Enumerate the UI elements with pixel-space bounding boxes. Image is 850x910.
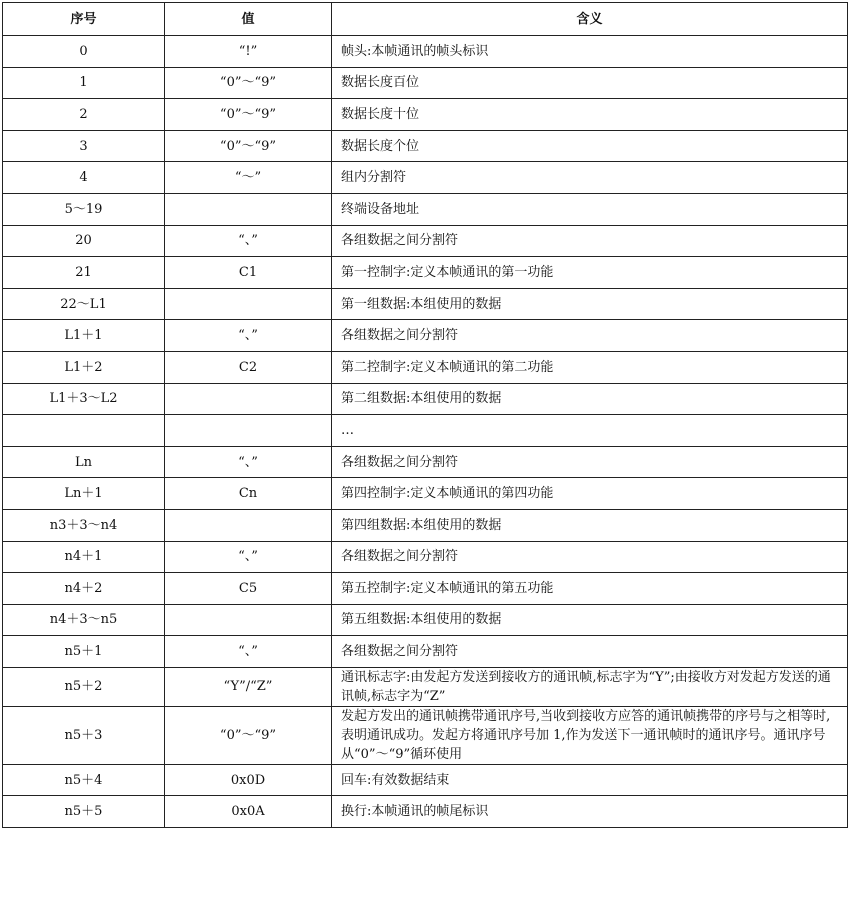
- table-row: [3, 99, 848, 131]
- cell-value: “Y”/“Z”: [165, 667, 332, 706]
- table-row: [3, 415, 848, 447]
- table-row: [3, 257, 848, 289]
- cell-meaning: 各组数据之间分割符: [332, 541, 848, 573]
- cell-index: 3: [3, 130, 165, 162]
- cell-meaning: 数据长度十位: [332, 99, 848, 131]
- cell-value: C2: [165, 351, 332, 383]
- cell-index: 21: [3, 257, 165, 289]
- table-row: [3, 796, 848, 828]
- cell-value: [165, 288, 332, 320]
- cell-value: C5: [165, 573, 332, 605]
- protocol-table-container: [2, 2, 847, 828]
- cell-index: 1: [3, 67, 165, 99]
- table-row: [3, 604, 848, 636]
- cell-index: n3＋3～n4: [3, 509, 165, 541]
- table-row: [3, 193, 848, 225]
- header-meaning: 含义: [332, 3, 848, 36]
- table-row: [3, 67, 848, 99]
- cell-index: n5＋2: [3, 667, 165, 706]
- cell-meaning: 第四控制字:定义本帧通讯的第四功能: [332, 478, 848, 510]
- cell-meaning: 各组数据之间分割符: [332, 320, 848, 352]
- cell-index: L1＋3～L2: [3, 383, 165, 415]
- cell-value: 0x0A: [165, 796, 332, 828]
- header-index: 序号: [3, 3, 165, 36]
- cell-index: 20: [3, 225, 165, 257]
- cell-meaning: 第五控制字:定义本帧通讯的第五功能: [332, 573, 848, 605]
- cell-value: “、”: [165, 446, 332, 478]
- cell-value: “0”～“9”: [165, 130, 332, 162]
- cell-value: “～”: [165, 162, 332, 194]
- cell-meaning: 组内分割符: [332, 162, 848, 194]
- cell-index: 22～L1: [3, 288, 165, 320]
- table-row: [3, 764, 848, 796]
- table-row: [3, 573, 848, 605]
- table-row: [3, 162, 848, 194]
- cell-meaning: 第二组数据:本组使用的数据: [332, 383, 848, 415]
- table-row: [3, 383, 848, 415]
- cell-index: n4＋3～n5: [3, 604, 165, 636]
- cell-meaning: 数据长度百位: [332, 67, 848, 99]
- cell-value: “0”～“9”: [165, 706, 332, 764]
- cell-index: [3, 415, 165, 447]
- table-row: [3, 509, 848, 541]
- cell-meaning: 发起方发出的通讯帧携带通讯序号,当收到接收方应答的通讯帧携带的序号与之相等时,表明通讯成功。发起方将通讯序号加 1,作为发送下一通讯帧时的通讯序号。通讯序号从“0”～“9”循环使用: [332, 706, 848, 764]
- cell-value: “0”～“9”: [165, 99, 332, 131]
- cell-meaning: 各组数据之间分割符: [332, 636, 848, 668]
- table-row: [3, 446, 848, 478]
- cell-meaning: 第一控制字:定义本帧通讯的第一功能: [332, 257, 848, 289]
- cell-index: n5＋3: [3, 706, 165, 764]
- cell-meaning: 第四组数据:本组使用的数据: [332, 509, 848, 541]
- cell-index: 0: [3, 36, 165, 68]
- cell-value: “0”～“9”: [165, 67, 332, 99]
- cell-index: Ln＋1: [3, 478, 165, 510]
- cell-index: L1＋2: [3, 351, 165, 383]
- cell-value: “、”: [165, 225, 332, 257]
- table-row: [3, 636, 848, 668]
- table-row: [3, 130, 848, 162]
- cell-value: [165, 415, 332, 447]
- table-row: [3, 351, 848, 383]
- cell-index: Ln: [3, 446, 165, 478]
- table-row: [3, 320, 848, 352]
- cell-value: [165, 604, 332, 636]
- cell-meaning: 各组数据之间分割符: [332, 225, 848, 257]
- table-row: [3, 667, 848, 706]
- table-row: [3, 706, 848, 764]
- cell-meaning: 各组数据之间分割符: [332, 446, 848, 478]
- cell-index: n5＋1: [3, 636, 165, 668]
- table-row: [3, 541, 848, 573]
- cell-meaning: 第一组数据:本组使用的数据: [332, 288, 848, 320]
- cell-meaning: 回车:有效数据结束: [332, 764, 848, 796]
- table-row: [3, 288, 848, 320]
- table-row: [3, 36, 848, 68]
- cell-index: 4: [3, 162, 165, 194]
- cell-value: C1: [165, 257, 332, 289]
- cell-meaning: 终端设备地址: [332, 193, 848, 225]
- table-row: [3, 478, 848, 510]
- cell-value: “、”: [165, 636, 332, 668]
- cell-index: n5＋5: [3, 796, 165, 828]
- cell-value: “、”: [165, 320, 332, 352]
- cell-index: n4＋1: [3, 541, 165, 573]
- cell-meaning: 第五组数据:本组使用的数据: [332, 604, 848, 636]
- cell-meaning: 换行:本帧通讯的帧尾标识: [332, 796, 848, 828]
- cell-index: n4＋2: [3, 573, 165, 605]
- cell-value: [165, 509, 332, 541]
- cell-index: 2: [3, 99, 165, 131]
- cell-value: [165, 193, 332, 225]
- cell-meaning: 帧头:本帧通讯的帧头标识: [332, 36, 848, 68]
- cell-value: “!”: [165, 36, 332, 68]
- cell-value: “、”: [165, 541, 332, 573]
- frame-format-table: [2, 2, 848, 828]
- cell-index: n5＋4: [3, 764, 165, 796]
- table-header-row: [3, 3, 848, 36]
- cell-meaning: …: [332, 415, 848, 447]
- cell-meaning: 数据长度个位: [332, 130, 848, 162]
- cell-value: [165, 383, 332, 415]
- cell-index: L1＋1: [3, 320, 165, 352]
- cell-meaning: 第二控制字:定义本帧通讯的第二功能: [332, 351, 848, 383]
- cell-value: 0x0D: [165, 764, 332, 796]
- cell-meaning: 通讯标志字:由发起方发送到接收方的通讯帧,标志字为“Y”;由接收方对发起方发送的通讯帧,标志字为“Z”: [332, 667, 848, 706]
- cell-value: Cn: [165, 478, 332, 510]
- table-row: [3, 225, 848, 257]
- header-value: 值: [165, 3, 332, 36]
- cell-index: 5～19: [3, 193, 165, 225]
